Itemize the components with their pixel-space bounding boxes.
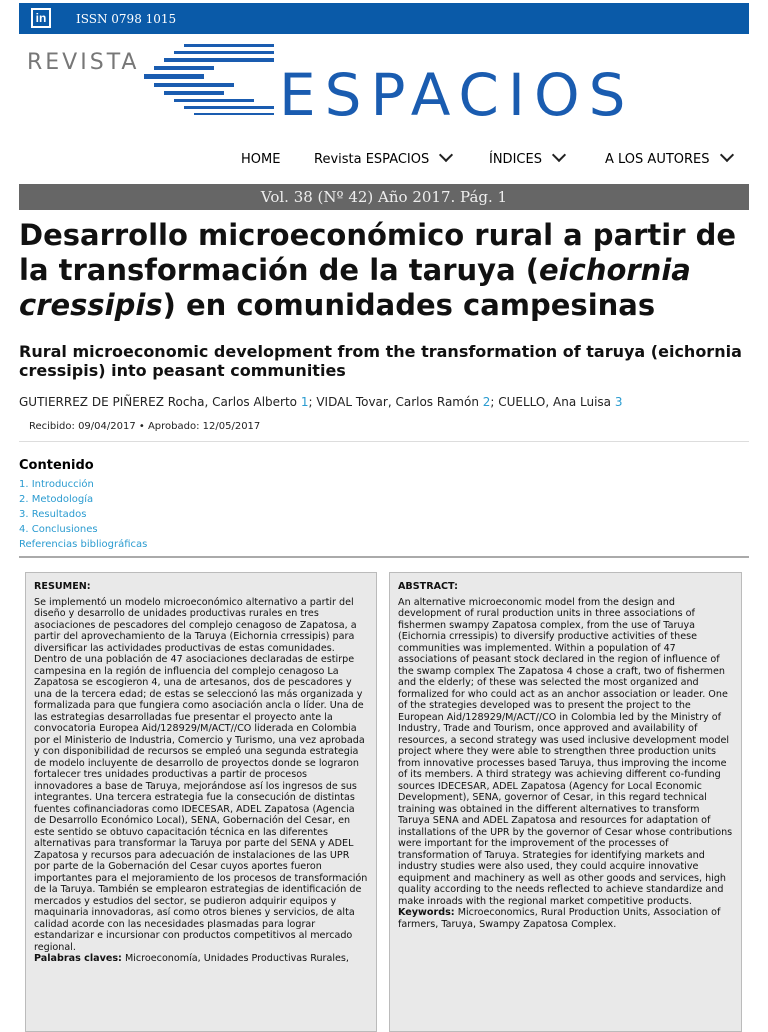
contents-heading: Contenido — [19, 458, 94, 473]
chevron-down-icon — [719, 148, 733, 162]
title-part1: Desarrollo microeconómico rural a partir de la transformación de la taruya ( — [19, 218, 737, 287]
author-1-ref-link[interactable]: 1 — [300, 395, 309, 409]
divider — [19, 441, 749, 442]
author-2: ; VIDAL Tovar, Carlos Ramón — [308, 395, 483, 409]
nav-home[interactable]: HOME — [241, 152, 281, 167]
contents-link-referencias[interactable]: Referencias bibliográficas — [19, 539, 148, 550]
chevron-down-icon — [439, 148, 453, 162]
chevron-down-icon — [552, 148, 566, 162]
nav-revista-label: Revista ESPACIOS — [314, 152, 430, 167]
issn-label: ISSN 0798 1015 — [76, 12, 177, 26]
page-title — [19, 218, 749, 323]
abstract-keywords-text: Microeconomics, Rural Production Units, Association of farmers, Taruya, Swampy Zapatosa Complex. — [398, 907, 721, 930]
abstract-text: An alternative microeconomic model from the design and development of rural production units in three associations of fishermen swampy Zapatosa complex, from the use of Taruya (Eichornia crressipis) to diversify productive activities of these communities was implemented. Within a population of 47 associations of peasant stock declared in the region of influence of the swamp complex The Zapatosa 4 chose a craft, two of fishermen and the elderly; of these was selected the most organized and formalized for who could act as an anchor association or leader. One of the strategies developed was to present the project to the European Aid/128929/M/ACT//CO in Colombia led by the Ministry of Industry, Trade and Tourism, once approved and availability of resources, a second strategy was used inclusive development model project where they were able to strengthen three production units from innovative processes based Taruya, thus improving the income of its members. A third strategy was achieving different co-funding sources IDECESAR, ADEL Zapatosa (Agency for Local Economic Development), SENA, governor of Cesar, in this regard technical training was obtained in the different alternatives to transform Taruya SENA and ADEL Zapatosa and resources for adaptation of installations of the UPR by the governor of Cesar whose contributions were important for the improvement of the processes of transformation of Taruya. Strategies for identifying markets and industry studies were also used, they could acquire innovative equipment and machinery as well as other goods and services, high quality according to the needs reflected to achieve standardize and make inroads with the regional market competitive products. — [398, 596, 733, 907]
nav-revista[interactable] — [314, 152, 451, 167]
contents-link-resultados[interactable]: 3. Resultados — [19, 509, 87, 520]
resumen-keywords-text: Microeconomía, Unidades Productivas Rurales, — [121, 953, 349, 964]
divider — [19, 556, 749, 558]
contents-link-metodologia[interactable]: 2. Metodología — [19, 494, 94, 505]
resumen-keywords — [34, 953, 368, 965]
resumen-keywords-label: Palabras claves: — [34, 953, 122, 964]
volume-bar: Vol. 38 (Nº 42) Año 2017. Pág. 1 — [19, 184, 749, 210]
abstract-heading: ABSTRACT: — [398, 581, 458, 592]
abstract-keywords — [398, 907, 733, 930]
nav-autores[interactable] — [605, 152, 732, 167]
page-subtitle: Rural microeconomic development from the transformation of taruya (eichornia cressipis) into peasant communities — [19, 342, 742, 380]
dates-line: Recibido: 09/04/2017 • Aprobado: 12/05/2017 — [29, 421, 261, 432]
abstract-box — [389, 572, 742, 1032]
abstract-keywords-label: Keywords: — [398, 907, 455, 918]
nav-indices[interactable] — [489, 152, 564, 167]
contents-link-intro[interactable]: 1. Introducción — [19, 479, 94, 490]
resumen-text: Se implementó un modelo microeconómico alternativo a partir del diseño y desarrollo de unidades productivas rurales en tres asociaciones de pescadores del complejo cenagoso de Zapatosa, a partir del aprovechamiento de la Taruya (Eichornia crressipis) para diversificar las actividades productivas de estas comunidades. Dentro de una población de 47 asociaciones declaradas de estirpe campesina en la región de influencia del complejo cenagoso La Zapatosa se escogieron 4, una de artesanos, dos de pescadores y una de la tercera edad; de estas se seleccionó las más organizada y formalizada para que fungiera como asociación ancla o líder. Una de las estrategias desarrolladas fue presentar el proyecto ante la convocatoria Europea Aid/128929/M/ACT//CO liderada en Colombia por el Ministerio de Industria, Comercio y Turismo, una vez aprobada y con disponibilidad de recursos se empleó una segunda estrategia de modelo incluyente de desarrollo de proyectos donde se lograron fortalecer tres unidades productivas a partir de procesos innovadores a base de Taruya, mejorándose así los ingresos de sus integrantes. Una tercera estrategia fue la consecución de distintas fuentes cofinanciadoras como IDECESAR, ADEL Zapatosa (Agencia de Desarrollo Económico Local), SENA, Gobernación del Cesar, en este sentido se obtuvo capacitación técnica en las diferentes alternativas para transformar la Taruya por parte del SENA y ADEL Zapatosa y recursos para adecuación de instalaciones de las UPR por parte de la Gobernación del Cesar cuyos aportes fueron importantes para el mejoramiento de los procesos de transformación de la Taruya. También se emplearon estrategias de identificación de mercados y estudios del sector, se pudieron adquirir equipos y maquinaria innovadoras, así como otros bienes y servicios, de alta calidad acorde con las necesidades plasmadas para lograr estandarizar e incursionar con productos competitivos al mercado regional. — [34, 596, 368, 953]
top-bar — [19, 3, 749, 34]
author-3-ref-link[interactable]: 3 — [614, 395, 623, 409]
resumen-box — [25, 572, 377, 1032]
contents-link-conclusiones[interactable]: 4. Conclusiones — [19, 524, 98, 535]
contents-list — [19, 477, 147, 552]
main-nav — [19, 152, 749, 172]
logo-stripes-icon — [144, 44, 274, 124]
nav-autores-label: A LOS AUTORES — [605, 152, 710, 167]
author-3: ; CUELLO, Ana Luisa — [490, 395, 615, 409]
linkedin-icon[interactable]: in — [31, 8, 51, 28]
nav-indices-label: ÍNDICES — [489, 152, 542, 167]
title-part2: ) en comunidades campesinas — [162, 288, 656, 322]
authors-line — [19, 395, 622, 409]
author-1: GUTIERREZ DE PIÑEREZ Rocha, Carlos Alberto — [19, 395, 301, 409]
author-2-ref-link[interactable]: 2 — [482, 395, 491, 409]
logo-revista[interactable]: REVISTA — [27, 50, 140, 75]
resumen-heading: RESUMEN: — [34, 581, 91, 592]
logo-espacios[interactable]: ESPACIOS — [279, 61, 635, 129]
title-italic: eichornia cressipis — [19, 253, 691, 322]
